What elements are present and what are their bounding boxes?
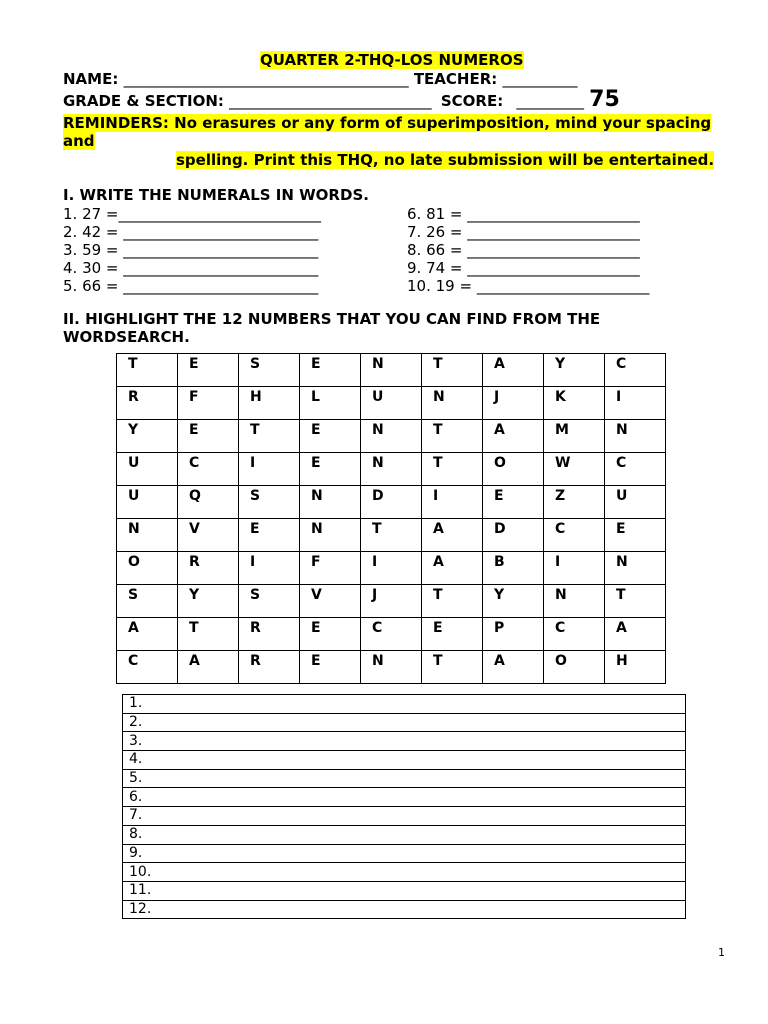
wordsearch-row <box>117 354 666 387</box>
wordsearch-cell[interactable]: C <box>117 651 178 684</box>
wordsearch-cell[interactable]: M <box>544 420 605 453</box>
wordsearch-cell[interactable]: E <box>300 453 361 486</box>
wordsearch-cell[interactable]: A <box>178 651 239 684</box>
wordsearch-cell[interactable]: A <box>483 354 544 387</box>
wordsearch-cell[interactable]: E <box>300 420 361 453</box>
answer-cell[interactable]: 11. <box>123 881 686 900</box>
wordsearch-cell[interactable]: T <box>605 585 666 618</box>
reminders-text1: No erasures or any form of superimposition, mind your spacing and <box>63 114 712 150</box>
wordsearch-cell[interactable]: C <box>361 618 422 651</box>
wordsearch-cell[interactable]: N <box>544 585 605 618</box>
wordsearch-row <box>117 585 666 618</box>
answer-row <box>123 863 686 882</box>
answer-row <box>123 751 686 770</box>
numeral-item: 1. 27 =___________________________ <box>63 205 322 223</box>
wordsearch-cell[interactable]: E <box>178 420 239 453</box>
wordsearch-cell[interactable]: O <box>117 552 178 585</box>
wordsearch-cell[interactable]: J <box>361 585 422 618</box>
wordsearch-cell[interactable]: T <box>422 585 483 618</box>
wordsearch-cell[interactable]: T <box>361 519 422 552</box>
wordsearch-cell[interactable]: N <box>361 453 422 486</box>
wordsearch-cell[interactable]: U <box>117 486 178 519</box>
wordsearch-cell[interactable]: E <box>300 354 361 387</box>
wordsearch-cell[interactable]: V <box>300 585 361 618</box>
wordsearch-cell[interactable]: Y <box>544 354 605 387</box>
answer-row <box>123 695 686 714</box>
answer-row <box>123 807 686 826</box>
wordsearch-cell[interactable]: E <box>300 618 361 651</box>
score-label: SCORE: <box>440 92 504 110</box>
wordsearch-cell[interactable]: T <box>422 420 483 453</box>
page-title: QUARTER 2-THQ-LOS NUMEROS <box>260 51 524 69</box>
teacher-label: TEACHER: <box>413 70 498 88</box>
wordsearch-cell[interactable]: I <box>605 387 666 420</box>
wordsearch-cell[interactable]: N <box>300 519 361 552</box>
name-row <box>63 70 578 88</box>
wordsearch-cell[interactable]: F <box>178 387 239 420</box>
wordsearch-cell[interactable]: O <box>483 453 544 486</box>
wordsearch-cell[interactable]: N <box>422 387 483 420</box>
wordsearch-cell[interactable]: A <box>422 552 483 585</box>
wordsearch-cell[interactable]: R <box>117 387 178 420</box>
answer-cell[interactable]: 4. <box>123 751 686 770</box>
wordsearch-cell[interactable]: C <box>605 354 666 387</box>
section2-heading <box>63 310 600 346</box>
wordsearch-cell[interactable]: S <box>239 354 300 387</box>
wordsearch-cell[interactable]: S <box>239 486 300 519</box>
answer-cell[interactable]: 12. <box>123 900 686 919</box>
answer-cell[interactable]: 2. <box>123 713 686 732</box>
wordsearch-cell[interactable]: H <box>239 387 300 420</box>
grade-blank: ___________________________ <box>229 92 432 110</box>
numeral-item: 7. 26 = _______________________ <box>407 223 640 241</box>
numeral-item: 6. 81 = _______________________ <box>407 205 640 223</box>
wordsearch-cell[interactable]: J <box>483 387 544 420</box>
wordsearch-cell[interactable]: N <box>361 420 422 453</box>
wordsearch-cell[interactable]: E <box>605 519 666 552</box>
wordsearch-cell[interactable]: C <box>178 453 239 486</box>
wordsearch-cell[interactable]: R <box>178 552 239 585</box>
wordsearch-cell[interactable]: N <box>361 651 422 684</box>
wordsearch-cell[interactable]: N <box>117 519 178 552</box>
wordsearch-cell[interactable]: E <box>178 354 239 387</box>
wordsearch-cell[interactable]: T <box>178 618 239 651</box>
wordsearch-cell[interactable]: C <box>544 618 605 651</box>
wordsearch-cell[interactable]: A <box>483 651 544 684</box>
wordsearch-cell[interactable]: Y <box>117 420 178 453</box>
name-blank: ______________________________________ <box>123 70 409 88</box>
wordsearch-cell[interactable]: S <box>239 585 300 618</box>
answer-row <box>123 769 686 788</box>
wordsearch-cell[interactable]: Y <box>483 585 544 618</box>
reminders-line1 <box>63 114 723 150</box>
wordsearch-cell[interactable]: O <box>544 651 605 684</box>
wordsearch-row <box>117 453 666 486</box>
wordsearch-cell[interactable]: E <box>300 651 361 684</box>
wordsearch-cell[interactable]: W <box>544 453 605 486</box>
wordsearch-row <box>117 651 666 684</box>
wordsearch-cell[interactable]: D <box>361 486 422 519</box>
answer-row <box>123 844 686 863</box>
wordsearch-cell[interactable]: I <box>239 453 300 486</box>
wordsearch-row <box>117 519 666 552</box>
page-number: 1 <box>718 946 725 959</box>
grade-row <box>63 87 620 112</box>
answer-row <box>123 881 686 900</box>
name-label: NAME: <box>63 70 119 88</box>
score-value: 75 <box>589 87 620 112</box>
numeral-item: 9. 74 = _______________________ <box>407 259 640 277</box>
answer-cell[interactable]: 8. <box>123 825 686 844</box>
wordsearch-cell[interactable]: U <box>117 453 178 486</box>
section2-heading-line1: II. HIGHLIGHT THE 12 NUMBERS THAT YOU CAN FIND FROM THE <box>63 310 601 328</box>
wordsearch-row <box>117 420 666 453</box>
numeral-item: 3. 59 = __________________________ <box>63 241 319 259</box>
wordsearch-cell[interactable]: E <box>239 519 300 552</box>
wordsearch-cell[interactable]: L <box>300 387 361 420</box>
wordsearch-cell[interactable]: E <box>422 618 483 651</box>
wordsearch-cell[interactable]: T <box>117 354 178 387</box>
wordsearch-cell[interactable]: H <box>605 651 666 684</box>
numeral-item: 8. 66 = _______________________ <box>407 241 640 259</box>
wordsearch-cell[interactable]: N <box>605 420 666 453</box>
answer-row <box>123 825 686 844</box>
wordsearch-cell[interactable]: I <box>422 486 483 519</box>
wordsearch-cell[interactable]: R <box>239 618 300 651</box>
answer-cell[interactable]: 7. <box>123 807 686 826</box>
wordsearch-cell[interactable]: C <box>605 453 666 486</box>
wordsearch-cell[interactable]: Z <box>544 486 605 519</box>
wordsearch-cell[interactable]: Y <box>178 585 239 618</box>
wordsearch-cell[interactable]: E <box>483 486 544 519</box>
wordsearch-cell[interactable]: B <box>483 552 544 585</box>
answer-cell[interactable]: 10. <box>123 863 686 882</box>
numeral-item: 5. 66 = __________________________ <box>63 277 319 295</box>
numeral-item: 4. 30 = __________________________ <box>63 259 319 277</box>
wordsearch-cell[interactable]: N <box>605 552 666 585</box>
section2-heading-line2: WORDSEARCH. <box>63 328 190 346</box>
answer-table <box>122 694 686 919</box>
wordsearch-cell[interactable]: T <box>239 420 300 453</box>
wordsearch-cell[interactable]: F <box>300 552 361 585</box>
wordsearch-cell[interactable]: T <box>422 354 483 387</box>
wordsearch-cell[interactable]: I <box>239 552 300 585</box>
wordsearch-cell[interactable]: N <box>361 354 422 387</box>
section1-heading: I. WRITE THE NUMERALS IN WORDS. <box>63 186 369 204</box>
answer-cell[interactable]: 9. <box>123 844 686 863</box>
answer-row <box>123 713 686 732</box>
wordsearch-cell[interactable]: I <box>361 552 422 585</box>
wordsearch-cell[interactable]: V <box>178 519 239 552</box>
wordsearch-row <box>117 486 666 519</box>
wordsearch-grid <box>116 353 666 684</box>
wordsearch-cell[interactable]: U <box>361 387 422 420</box>
answer-cell[interactable]: 3. <box>123 732 686 751</box>
reminders-label: REMINDERS: <box>63 114 169 132</box>
answer-cell[interactable]: 6. <box>123 788 686 807</box>
score-blank: _________ <box>516 92 584 110</box>
reminders-line2: spelling. Print this THQ, no late submission will be entertained. <box>176 151 715 169</box>
wordsearch-cell[interactable]: R <box>239 651 300 684</box>
wordsearch-cell[interactable]: D <box>483 519 544 552</box>
answer-cell[interactable]: 1. <box>123 695 686 714</box>
wordsearch-row <box>117 387 666 420</box>
wordsearch-cell[interactable]: T <box>422 453 483 486</box>
grade-label: GRADE & SECTION: <box>63 92 224 110</box>
wordsearch-cell[interactable]: N <box>300 486 361 519</box>
wordsearch-cell[interactable]: A <box>483 420 544 453</box>
answer-row <box>123 900 686 919</box>
wordsearch-cell[interactable]: C <box>544 519 605 552</box>
wordsearch-cell[interactable]: K <box>544 387 605 420</box>
wordsearch-cell[interactable]: S <box>117 585 178 618</box>
numeral-item: 10. 19 = _______________________ <box>407 277 650 295</box>
wordsearch-cell[interactable]: A <box>422 519 483 552</box>
answer-cell[interactable]: 5. <box>123 769 686 788</box>
numeral-item: 2. 42 = __________________________ <box>63 223 319 241</box>
wordsearch-cell[interactable]: A <box>605 618 666 651</box>
wordsearch-cell[interactable]: U <box>605 486 666 519</box>
wordsearch-row <box>117 552 666 585</box>
wordsearch-cell[interactable]: A <box>117 618 178 651</box>
wordsearch-cell[interactable]: Q <box>178 486 239 519</box>
answer-row <box>123 732 686 751</box>
wordsearch-cell[interactable]: P <box>483 618 544 651</box>
wordsearch-cell[interactable]: I <box>544 552 605 585</box>
wordsearch-cell[interactable]: T <box>422 651 483 684</box>
wordsearch-row <box>117 618 666 651</box>
answer-row <box>123 788 686 807</box>
teacher-blank: __________ <box>502 70 578 88</box>
